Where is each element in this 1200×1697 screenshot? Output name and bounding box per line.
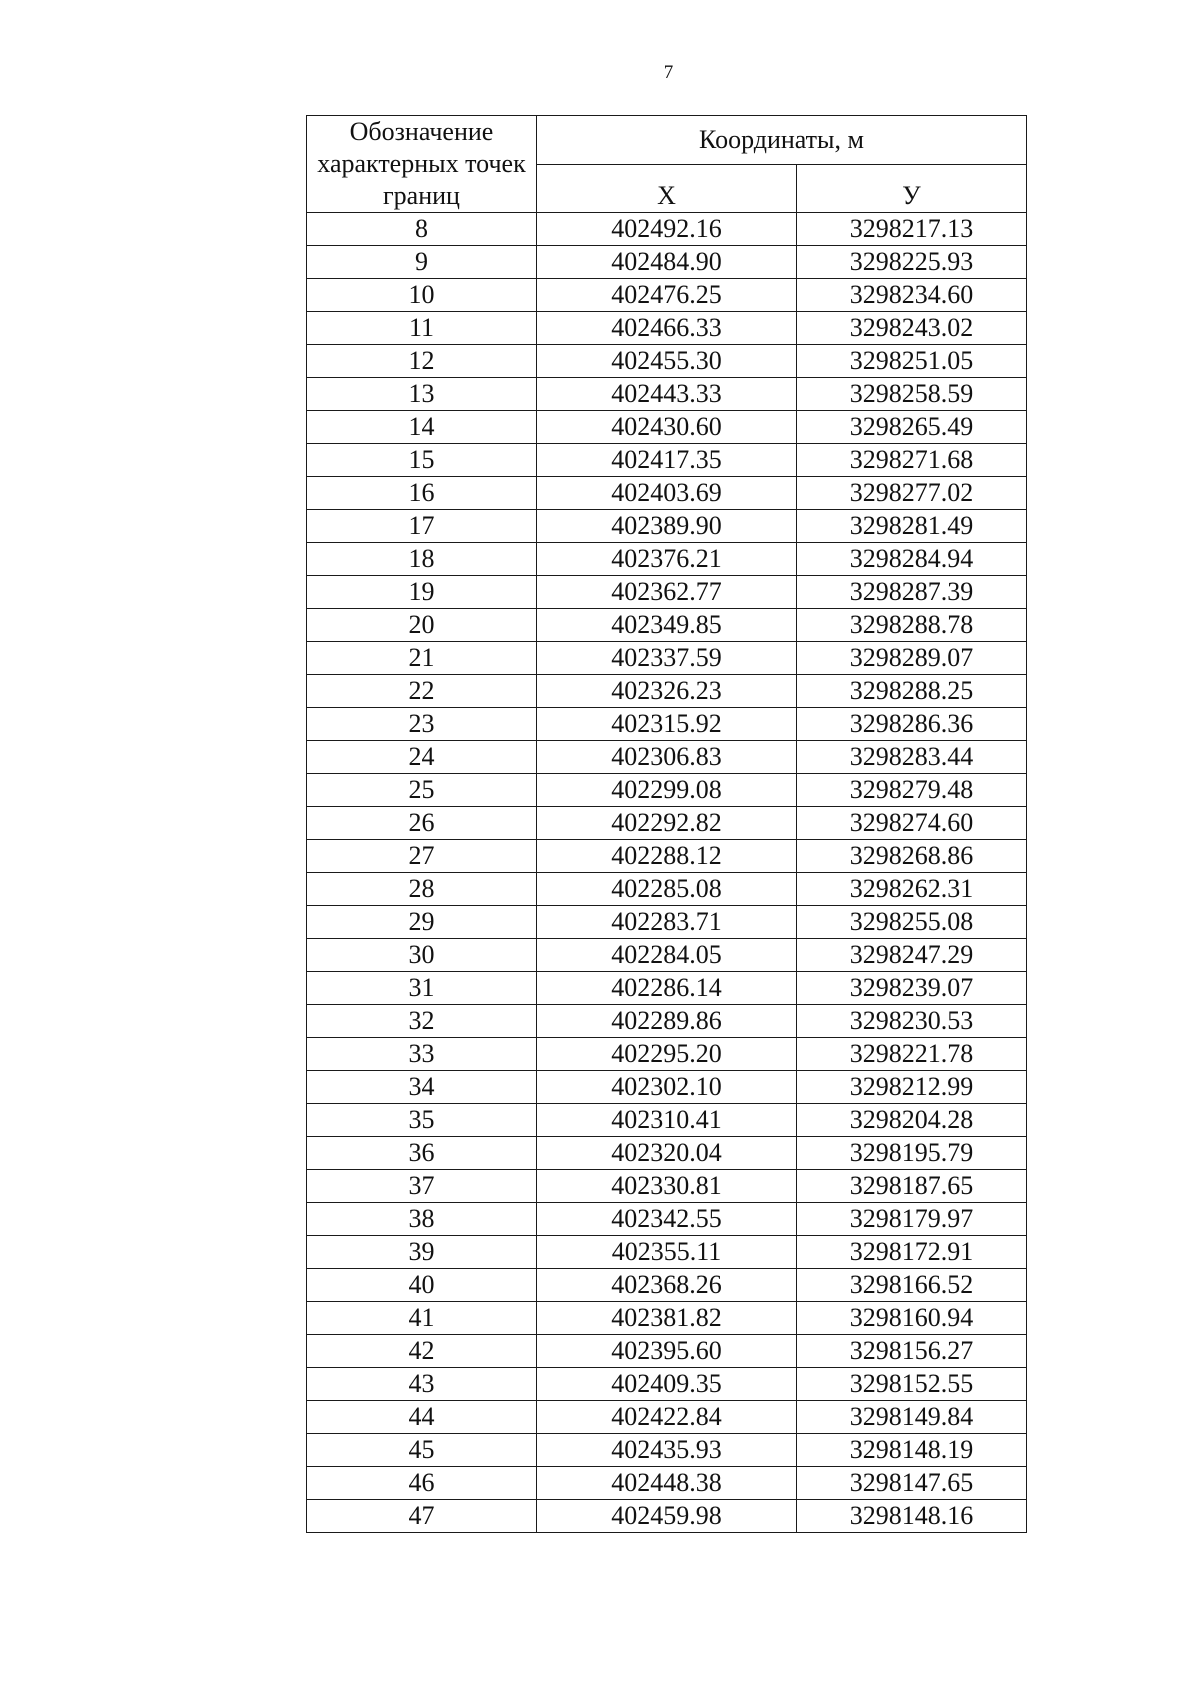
table-row	[307, 543, 1027, 576]
table-row	[307, 1203, 1027, 1236]
x-coordinate-cell: 402422.84	[537, 1401, 797, 1434]
point-number-cell: 30	[307, 939, 537, 972]
x-coordinate-cell: 402389.90	[537, 510, 797, 543]
y-coordinate-cell: 3298160.94	[797, 1302, 1027, 1335]
point-number-cell: 22	[307, 675, 537, 708]
y-coordinate-cell: 3298289.07	[797, 642, 1027, 675]
y-coordinate-cell: 3298172.91	[797, 1236, 1027, 1269]
x-coordinate-cell: 402302.10	[537, 1071, 797, 1104]
point-number-cell: 19	[307, 576, 537, 609]
x-coordinate-cell: 402310.41	[537, 1104, 797, 1137]
point-number-cell: 28	[307, 873, 537, 906]
x-coordinate-cell: 402299.08	[537, 774, 797, 807]
table-row	[307, 1038, 1027, 1071]
y-coordinate-cell: 3298152.55	[797, 1368, 1027, 1401]
point-number-cell: 9	[307, 246, 537, 279]
x-coordinate-cell: 402476.25	[537, 279, 797, 312]
table-row	[307, 1434, 1027, 1467]
point-number-cell: 39	[307, 1236, 537, 1269]
x-coordinate-cell: 402284.05	[537, 939, 797, 972]
y-coordinate-cell: 3298255.08	[797, 906, 1027, 939]
point-number-cell: 47	[307, 1500, 537, 1533]
point-number-cell: 20	[307, 609, 537, 642]
table-row	[307, 213, 1027, 246]
x-coordinate-cell: 402455.30	[537, 345, 797, 378]
table-row	[307, 906, 1027, 939]
table-row	[307, 1401, 1027, 1434]
x-coordinate-cell: 402349.85	[537, 609, 797, 642]
x-coordinate-cell: 402435.93	[537, 1434, 797, 1467]
page-number: 7	[663, 62, 674, 83]
y-coordinate-cell: 3298148.19	[797, 1434, 1027, 1467]
x-coordinate-cell: 402330.81	[537, 1170, 797, 1203]
table-row	[307, 972, 1027, 1005]
point-number-cell: 17	[307, 510, 537, 543]
point-number-cell: 26	[307, 807, 537, 840]
x-coordinate-cell: 402320.04	[537, 1137, 797, 1170]
y-coordinate-cell: 3298217.13	[797, 213, 1027, 246]
x-coordinate-cell: 402337.59	[537, 642, 797, 675]
x-coordinate-cell: 402286.14	[537, 972, 797, 1005]
x-coordinate-cell: 402292.82	[537, 807, 797, 840]
table-row	[307, 1302, 1027, 1335]
x-coordinate-cell: 402430.60	[537, 411, 797, 444]
point-number-cell: 27	[307, 840, 537, 873]
table-row	[307, 939, 1027, 972]
x-coordinate-cell: 402355.11	[537, 1236, 797, 1269]
y-coordinate-cell: 3298230.53	[797, 1005, 1027, 1038]
table-row	[307, 1071, 1027, 1104]
point-number-cell: 10	[307, 279, 537, 312]
y-coordinate-cell: 3298281.49	[797, 510, 1027, 543]
point-number-cell: 42	[307, 1335, 537, 1368]
x-coordinate-cell: 402376.21	[537, 543, 797, 576]
table-row	[307, 708, 1027, 741]
point-number-cell: 31	[307, 972, 537, 1005]
point-number-cell: 36	[307, 1137, 537, 1170]
y-coordinate-cell: 3298268.86	[797, 840, 1027, 873]
y-coordinate-cell: 3298156.27	[797, 1335, 1027, 1368]
y-coordinate-cell: 3298247.29	[797, 939, 1027, 972]
table-row	[307, 444, 1027, 477]
table-row	[307, 411, 1027, 444]
point-number-cell: 11	[307, 312, 537, 345]
y-coordinate-cell: 3298148.16	[797, 1500, 1027, 1533]
table-row	[307, 510, 1027, 543]
y-coordinate-cell: 3298262.31	[797, 873, 1027, 906]
point-number-cell: 33	[307, 1038, 537, 1071]
point-number-cell: 8	[307, 213, 537, 246]
y-coordinate-cell: 3298234.60	[797, 279, 1027, 312]
table-row	[307, 675, 1027, 708]
point-number-cell: 41	[307, 1302, 537, 1335]
point-number-cell: 21	[307, 642, 537, 675]
x-coordinate-cell: 402459.98	[537, 1500, 797, 1533]
x-coordinate-cell: 402306.83	[537, 741, 797, 774]
table-row	[307, 312, 1027, 345]
x-coordinate-cell: 402368.26	[537, 1269, 797, 1302]
table-row	[307, 741, 1027, 774]
y-coordinate-cell: 3298286.36	[797, 708, 1027, 741]
x-coordinate-cell: 402448.38	[537, 1467, 797, 1500]
x-coordinate-cell: 402342.55	[537, 1203, 797, 1236]
table-row	[307, 1500, 1027, 1533]
y-coordinate-cell: 3298204.28	[797, 1104, 1027, 1137]
table-row	[307, 345, 1027, 378]
table-row	[307, 840, 1027, 873]
y-coordinate-cell: 3298225.93	[797, 246, 1027, 279]
point-number-cell: 12	[307, 345, 537, 378]
table-row	[307, 477, 1027, 510]
x-coordinate-cell: 402443.33	[537, 378, 797, 411]
point-number-cell: 38	[307, 1203, 537, 1236]
point-number-cell: 37	[307, 1170, 537, 1203]
table-row	[307, 642, 1027, 675]
point-number-cell: 15	[307, 444, 537, 477]
table-row	[307, 576, 1027, 609]
x-coordinate-cell: 402409.35	[537, 1368, 797, 1401]
x-coordinate-cell: 402484.90	[537, 246, 797, 279]
table-row	[307, 873, 1027, 906]
y-coordinate-cell: 3298258.59	[797, 378, 1027, 411]
x-coordinate-cell: 402492.16	[537, 213, 797, 246]
table-row	[307, 1467, 1027, 1500]
point-number-cell: 34	[307, 1071, 537, 1104]
table-row	[307, 246, 1027, 279]
table-row	[307, 1335, 1027, 1368]
point-designation-header: Обозначение характерных точек границ	[307, 116, 537, 213]
table-row	[307, 609, 1027, 642]
coordinates-table	[306, 115, 1027, 1533]
point-number-cell: 29	[307, 906, 537, 939]
point-number-cell: 35	[307, 1104, 537, 1137]
point-number-cell: 16	[307, 477, 537, 510]
y-coordinate-cell: 3298243.02	[797, 312, 1027, 345]
table-body	[307, 213, 1027, 1533]
y-coordinate-cell: 3298221.78	[797, 1038, 1027, 1071]
point-number-cell: 24	[307, 741, 537, 774]
table-row	[307, 1236, 1027, 1269]
x-coordinate-cell: 402315.92	[537, 708, 797, 741]
table-row	[307, 378, 1027, 411]
y-coordinate-cell: 3298251.05	[797, 345, 1027, 378]
y-coordinate-cell: 3298288.78	[797, 609, 1027, 642]
x-coordinate-cell: 402289.86	[537, 1005, 797, 1038]
x-coordinate-cell: 402326.23	[537, 675, 797, 708]
point-number-cell: 14	[307, 411, 537, 444]
y-coordinate-cell: 3298195.79	[797, 1137, 1027, 1170]
table-header	[307, 116, 1027, 213]
table-row	[307, 1368, 1027, 1401]
y-coordinate-cell: 3298271.68	[797, 444, 1027, 477]
x-coordinate-cell: 402403.69	[537, 477, 797, 510]
point-number-cell: 32	[307, 1005, 537, 1038]
y-coordinate-cell: 3298149.84	[797, 1401, 1027, 1434]
x-coordinate-cell: 402417.35	[537, 444, 797, 477]
point-number-cell: 18	[307, 543, 537, 576]
point-number-cell: 40	[307, 1269, 537, 1302]
y-coordinate-cell: 3298287.39	[797, 576, 1027, 609]
table-row	[307, 774, 1027, 807]
x-coordinate-cell: 402395.60	[537, 1335, 797, 1368]
y-coordinate-cell: 3298279.48	[797, 774, 1027, 807]
point-number-cell: 43	[307, 1368, 537, 1401]
point-number-cell: 13	[307, 378, 537, 411]
point-number-cell: 44	[307, 1401, 537, 1434]
x-coordinate-cell: 402288.12	[537, 840, 797, 873]
y-coordinate-cell: 3298288.25	[797, 675, 1027, 708]
y-coordinate-cell: 3298179.97	[797, 1203, 1027, 1236]
point-number-cell: 23	[307, 708, 537, 741]
y-coordinate-cell: 3298187.65	[797, 1170, 1027, 1203]
y-coordinate-cell: 3298277.02	[797, 477, 1027, 510]
table-row	[307, 279, 1027, 312]
table-row	[307, 1005, 1027, 1038]
y-column-header: У	[797, 164, 1027, 213]
table-row	[307, 1170, 1027, 1203]
y-coordinate-cell: 3298166.52	[797, 1269, 1027, 1302]
x-coordinate-cell: 402295.20	[537, 1038, 797, 1071]
y-coordinate-cell: 3298212.99	[797, 1071, 1027, 1104]
x-coordinate-cell: 402466.33	[537, 312, 797, 345]
table-row	[307, 807, 1027, 840]
table-row	[307, 1137, 1027, 1170]
table-row	[307, 1104, 1027, 1137]
y-coordinate-cell: 3298284.94	[797, 543, 1027, 576]
y-coordinate-cell: 3298283.44	[797, 741, 1027, 774]
y-coordinate-cell: 3298274.60	[797, 807, 1027, 840]
x-column-header: Х	[537, 164, 797, 213]
x-coordinate-cell: 402283.71	[537, 906, 797, 939]
table-row	[307, 1269, 1027, 1302]
y-coordinate-cell: 3298265.49	[797, 411, 1027, 444]
x-coordinate-cell: 402381.82	[537, 1302, 797, 1335]
point-number-cell: 45	[307, 1434, 537, 1467]
point-number-cell: 25	[307, 774, 537, 807]
y-coordinate-cell: 3298147.65	[797, 1467, 1027, 1500]
coordinates-header: Координаты, м	[537, 116, 1027, 165]
x-coordinate-cell: 402285.08	[537, 873, 797, 906]
x-coordinate-cell: 402362.77	[537, 576, 797, 609]
y-coordinate-cell: 3298239.07	[797, 972, 1027, 1005]
point-number-cell: 46	[307, 1467, 537, 1500]
